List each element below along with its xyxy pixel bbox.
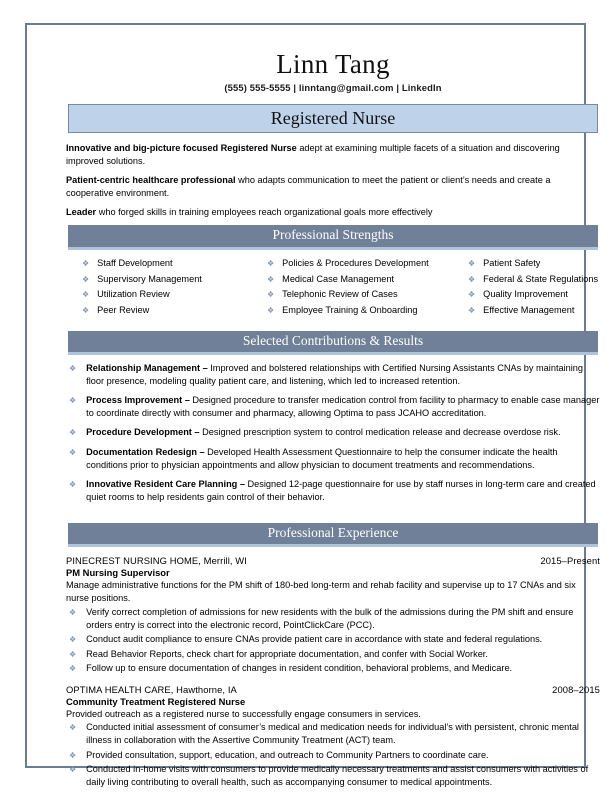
spacer	[66, 510, 600, 519]
summary-rest: adept at examining multiple facets of a situation and discovering improved solutions.	[66, 143, 560, 166]
diamond-bullet-icon: ❖	[468, 290, 476, 300]
job-title: Community Treatment Registered Nurse	[66, 695, 246, 707]
strength-label: Peer Review	[97, 305, 150, 316]
summary-lead: Leader	[66, 207, 97, 218]
employer-name: OPTIMA HEALTH CARE, Hawthorne, IA	[66, 683, 237, 695]
diamond-bullet-icon: ❖	[69, 607, 77, 617]
summary-paragraph	[66, 206, 600, 218]
job-bullet-text: Conducted in-home visits with consumers to provide medically necessary treatments and assist consumers with activities of daily living contributing to overall health, such as accompanying consumer to medical appointments.	[86, 764, 589, 788]
diamond-bullet-icon: ❖	[69, 649, 77, 659]
resume-page-border	[25, 23, 600, 788]
section-header-selected-contributions: Selected Contributions & Results	[68, 331, 598, 355]
job-bullet-list	[66, 606, 600, 676]
diamond-bullet-icon: ❖	[82, 290, 90, 300]
contribution-rest: Improved and bolstered relationships with Certified Nursing Assistants CNAs by maintaining floor presence, modeling quality patient care, and listening, which led to increased retention.	[86, 363, 584, 387]
contribution-text	[86, 362, 600, 388]
diamond-bullet-icon: ❖	[267, 258, 275, 268]
job-title: PM Nursing Supervisor	[66, 567, 170, 579]
diamond-bullet-icon: ❖	[468, 306, 476, 316]
contribution-item	[66, 478, 600, 504]
contribution-lead: Documentation Redesign –	[86, 446, 205, 457]
diamond-bullet-icon: ❖	[82, 258, 90, 268]
job-bullet-text: Conduct audit compliance to ensure CNAs provide patient care in accordance with state and federal regulations.	[86, 633, 543, 644]
strength-label: Staff Development	[97, 257, 173, 268]
strength-label: Telephonic Review of Cases	[282, 289, 398, 300]
summary-rest: who forged skills in training employees reach organizational goals more effectively	[96, 207, 433, 218]
strength-label: Quality Improvement	[483, 289, 568, 300]
job-bullet-list	[66, 721, 600, 789]
target-job-title-banner: Registered Nurse	[68, 104, 598, 134]
summary-lead: Innovative and big-picture focused Registered Nurse	[66, 143, 297, 154]
contribution-lead: Innovative Resident Care Planning –	[86, 479, 245, 490]
contribution-text	[86, 446, 600, 472]
employment-dates: 2008–2015	[552, 683, 600, 695]
strength-label: Patient Safety	[483, 257, 541, 268]
summary-paragraph	[66, 142, 600, 167]
diamond-bullet-icon: ❖	[468, 274, 476, 284]
contribution-lead: Procedure Development –	[86, 427, 200, 438]
strength-label: Policies & Procedures Development	[282, 257, 429, 268]
strength-label: Supervisory Management	[97, 273, 202, 284]
experience-job-header	[66, 684, 600, 695]
contribution-rest: Designed 12-page questionnaire for use by staff nurses in long-term care and created quiet rooms to help residents gain control of their behavior.	[86, 479, 596, 503]
section-header-professional-experience: Professional Experience	[68, 523, 598, 547]
strength-item	[468, 304, 600, 318]
diamond-bullet-icon: ❖	[69, 765, 77, 775]
strength-item	[267, 257, 468, 271]
strengths-list	[82, 257, 600, 318]
spacer	[66, 318, 600, 327]
job-bullet-text: Verify correct completion of admissions for new residents with the bulk of the admissions during the PM shift and ensure orders entry is correct into the electronic record, PointClickCare (PCC).	[86, 606, 574, 630]
strength-item	[468, 273, 600, 287]
contribution-text	[86, 426, 560, 439]
diamond-bullet-icon: ❖	[69, 750, 77, 760]
summary-section	[66, 142, 600, 218]
employment-dates: 2015–Present	[540, 555, 600, 567]
strength-item	[82, 288, 267, 302]
diamond-bullet-icon: ❖	[69, 723, 77, 733]
summary-rest: who adapts communication to meet the patient or client’s needs and create a cooperative environment.	[66, 175, 551, 198]
diamond-bullet-icon: ❖	[267, 274, 275, 284]
contribution-text	[86, 394, 600, 420]
experience-job	[66, 555, 600, 675]
candidate-name: Linn Tang	[276, 49, 390, 79]
contribution-item	[66, 394, 600, 420]
strength-item	[82, 304, 267, 318]
contact-line: (555) 555-5555 | linntang@gmail.com | LinkedIn	[224, 81, 442, 93]
job-description: Provided outreach as a registered nurse to successfully engage consumers in services.	[66, 708, 421, 719]
diamond-bullet-icon: ❖	[82, 306, 90, 316]
strength-item	[468, 288, 600, 302]
job-bullet-text: Conducted initial assessment of consumer’s medical and medication needs for individual’s with persistent, chronic mental illness in collaboration with the Assertive Community Treatment (ACT) team.	[86, 722, 579, 746]
experience-job-header	[66, 555, 600, 566]
job-bullet	[66, 662, 600, 676]
resume-content	[66, 50, 600, 790]
diamond-bullet-icon: ❖	[468, 258, 476, 268]
strength-item	[82, 257, 267, 271]
strength-label: Utilization Review	[97, 289, 170, 300]
diamond-bullet-icon: ❖	[69, 447, 77, 457]
contribution-text	[86, 478, 600, 504]
job-bullet	[66, 633, 600, 647]
job-bullet-text: Provided consultation, support, education, and outreach to Community Partners to coordinate care.	[86, 749, 489, 760]
strength-label: Effective Management	[483, 305, 575, 316]
contributions-list	[66, 362, 600, 504]
strength-label: Medical Case Management	[282, 273, 395, 284]
job-description: Manage administrative functions for the PM shift of 180-bed long-term and rehab facility and supervise up to 17 CNAs and six nurse positions.	[66, 580, 576, 604]
job-bullet	[66, 763, 600, 789]
diamond-bullet-icon: ❖	[267, 290, 275, 300]
strength-item	[82, 273, 267, 287]
job-bullet	[66, 648, 600, 662]
diamond-bullet-icon: ❖	[69, 664, 77, 674]
diamond-bullet-icon: ❖	[267, 306, 275, 316]
diamond-bullet-icon: ❖	[69, 396, 77, 406]
strength-label: Employee Training & Onboarding	[282, 305, 418, 316]
contribution-item	[66, 426, 600, 440]
contribution-rest: Developed Health Assessment Questionnaire to help the consumer indicate the health conditions prior to physician appointments and allow physician to document treatments and recommendations.	[86, 446, 558, 471]
job-bullet	[66, 606, 600, 632]
section-header-professional-strengths: Professional Strengths	[68, 225, 598, 249]
diamond-bullet-icon: ❖	[82, 274, 90, 284]
employer-name: PINECREST NURSING HOME, Merrill, WI	[66, 555, 247, 567]
contribution-rest: Designed procedure to transfer medication control from facility to pharmacy to enable case manager to coordinate directly with consumer and pharmacy, allowing Optima to pass JCAHO accreditation.	[86, 395, 600, 419]
diamond-bullet-icon: ❖	[69, 364, 77, 374]
contribution-item	[66, 446, 600, 472]
contribution-rest: Designed prescription system to control medication release and decrease overdose risk.	[199, 427, 561, 438]
summary-lead: Patient-centric healthcare professional	[66, 175, 236, 186]
diamond-bullet-icon: ❖	[69, 480, 77, 490]
contribution-lead: Process Improvement –	[86, 395, 190, 406]
diamond-bullet-icon: ❖	[69, 634, 77, 644]
experience-job	[66, 684, 600, 790]
job-bullet-text: Follow up to ensure documentation of changes in resident condition, behavioral problems, and Medicare.	[86, 663, 513, 674]
strength-item	[267, 273, 468, 287]
summary-paragraph	[66, 174, 600, 199]
strength-item	[267, 304, 468, 318]
job-bullet	[66, 749, 600, 763]
strength-item	[468, 257, 600, 271]
job-bullet-text: Read Behavior Reports, check chart for appropriate documentation, and confer with Social Worker.	[86, 648, 488, 659]
strength-label: Federal & State Regulations	[483, 273, 599, 284]
job-bullet	[66, 721, 600, 747]
contribution-item	[66, 362, 600, 388]
diamond-bullet-icon: ❖	[69, 428, 77, 438]
strength-item	[267, 288, 468, 302]
contribution-lead: Relationship Management –	[86, 363, 208, 374]
